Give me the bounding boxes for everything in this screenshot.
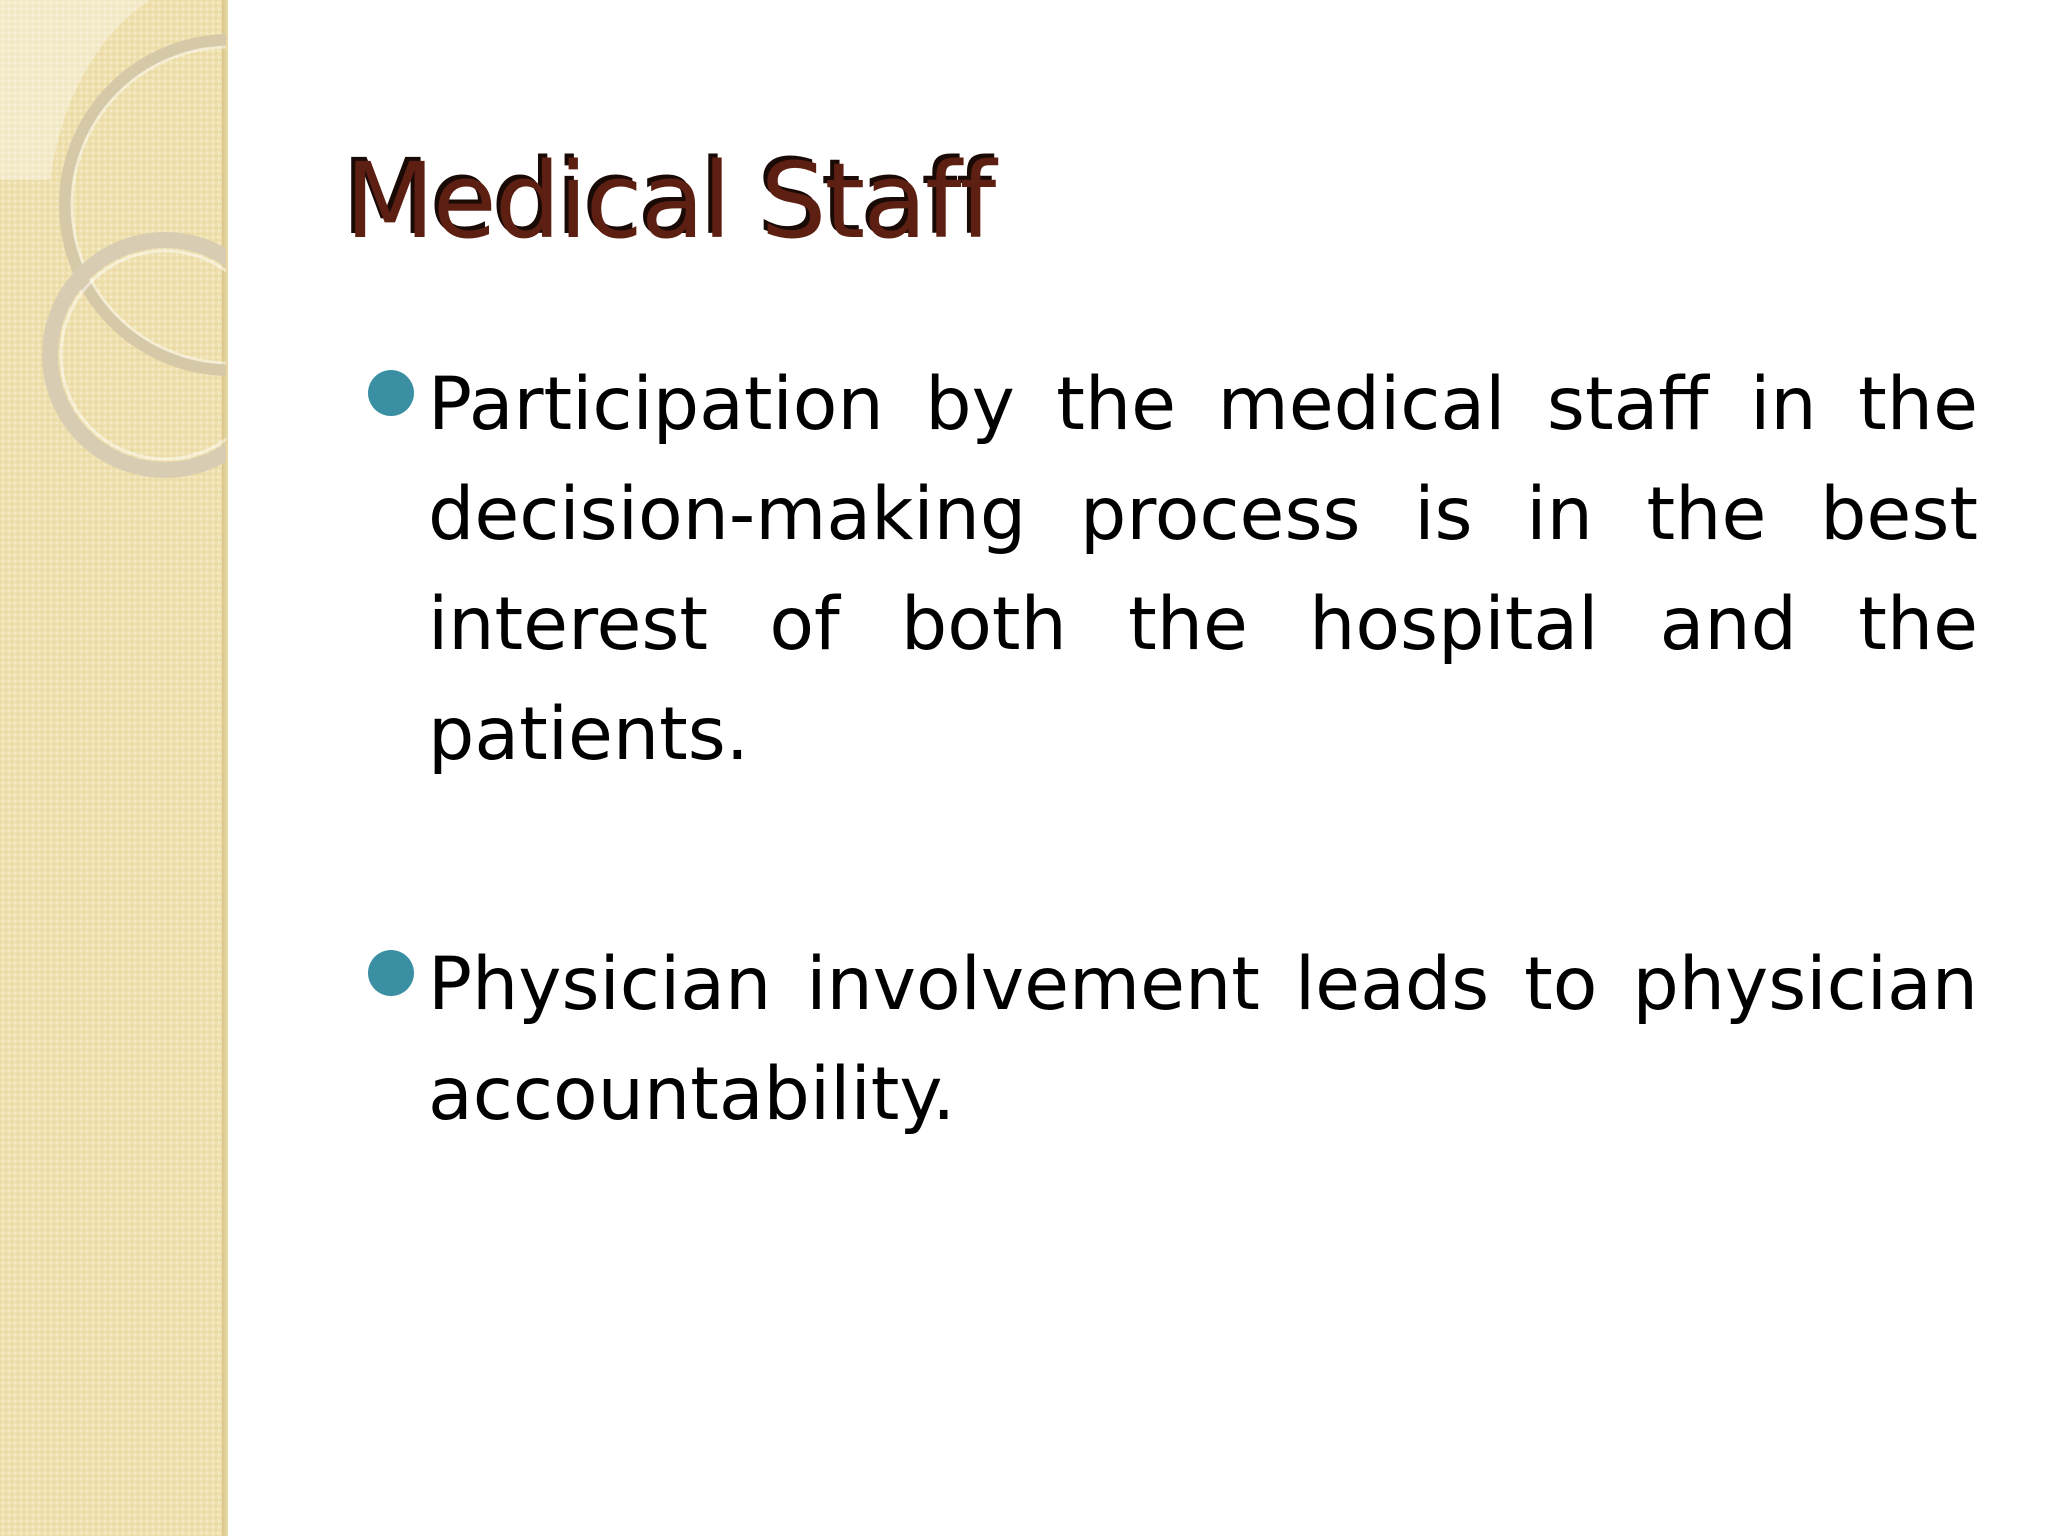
bullet-list [362,350,1978,1150]
decorative-rings [0,0,226,520]
bullet-dot-icon [368,370,414,416]
bullet-item [362,930,1978,1150]
bullet-text: Participation by the medical staff in the decision-making process is in the best interest of both the hospital and the patients. [428,362,1978,777]
bullet-item [362,350,1978,790]
small-ring [50,240,226,470]
bullet-text: Physician involvement leads to physician accountability. [428,942,1978,1137]
bullet-dot-icon [368,950,414,996]
large-ring-highlight [72,47,226,363]
large-ring [65,40,226,370]
slide-title: Medical Staff [345,140,995,262]
